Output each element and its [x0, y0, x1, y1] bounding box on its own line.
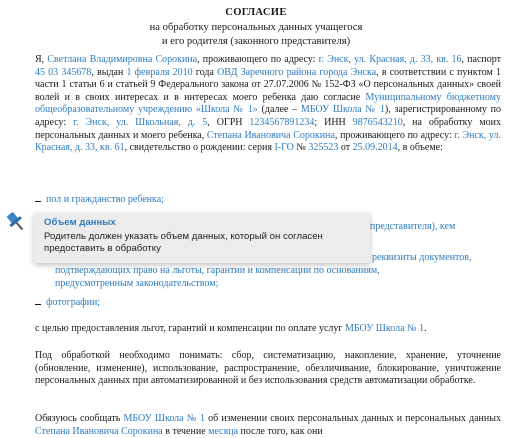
list-item-photos[interactable]: фотографии; [46, 297, 101, 308]
document-subtitle-line1: на обработку персональных данных учащегося [149, 22, 363, 33]
field-inn[interactable]: 9876543210 [352, 116, 403, 128]
field-cert-date[interactable]: 25.09.2014 [352, 142, 398, 154]
field-parent-address[interactable]: г. Энск, ул. Красная, д. 33, кв. 16 [318, 54, 462, 65]
field-child-name[interactable]: Степана Ивановича Сорокина [35, 425, 163, 437]
field-cert-number[interactable]: 325523 [308, 142, 339, 154]
pushpin-icon[interactable] [3, 209, 29, 235]
list-item-documents[interactable]: реквизиты документов, [372, 252, 472, 263]
document-subtitle-line2: и его родителя (законного представителя) [161, 36, 351, 47]
field-school-full[interactable]: Муниципальному бюджетному общеобразовательному учреждению «Школа № 1» [35, 91, 502, 116]
field-school-address[interactable]: г. Энск, ул. Школьная, д. 5 [73, 116, 208, 128]
field-parent-name[interactable]: Светлана Владимировна Сорокина [47, 54, 198, 65]
hint-tooltip [34, 213, 370, 263]
purpose-paragraph: с целью предоставления льгот, гарантий и компенсации по оплате услуг МБОУ Школа № 1. [35, 323, 427, 334]
obligation-paragraph: Обязуюсь сообщать МБОУ Школа № 1 об изменении своих персональных данных и персональных данных Степана Ивановича Сорокина в течение месяца после того, как они [35, 413, 501, 437]
list-bullet [35, 201, 41, 202]
field-child-address[interactable]: г. Энск, ул. Красная, д. 33, кв. 61 [35, 129, 501, 154]
list-item-benefits[interactable]: подтверждающих право на льготы, гарантии и компенсации по основаниям, [55, 265, 380, 276]
processing-paragraph: Под обработкой необходимо понимать: сбор, систематизацию, накопление, хранение, уточнение (обновление, изменение), использование, распространение, обезличивание, блокирование, уничтожение персональных данных при автоматизированной и без использования средств автоматизации обработке. [35, 350, 501, 387]
field-issue-date[interactable]: 1 февраля 2010 [126, 66, 193, 78]
consent-paragraph: Я, Светлана Владимировна Сорокина, проживающего по адресу: г. Энск, ул. Красная, д. 33, кв. 16, паспорт 45 03 345678, выдан 1 февраля 2010 года ОВД Заречного района города Энска, в соответствии с пунктом 1 части 1 статьи 6 и статьей 9 Федерального закона от 27.07.2006 № 152-ФЗ «О персональных данных» своей волей и в своих интересах и в интересах моего ребенка даю согласие Муниципальному бюджетному общеобразовательному учреждению «Школа № 1» (далее – МБОУ Школа № 1), зарегистрированному по адресу: г. Энск, ул. Школьная, д. 5, ОГРН 1234567891234; ИНН 9876543210, на обработку моих персональных данных и моего ребенка, Степана Ивановича Сорокина, проживающего по адресу: г. Энск, ул. Красная, д. 33, кв. 61, свидетельство о рождении: серия I-ГО № 325523 от 25.09.2014, в объеме: [35, 54, 502, 154]
list-item-legislation[interactable]: предусмотренным законодательством; [55, 278, 219, 289]
field-ogrn[interactable]: 1234567891234 [249, 116, 315, 128]
field-school-short[interactable]: МБОУ Школа № 1 [344, 323, 425, 334]
tooltip-body: Родитель должен указать объем данных, который он согласен предоставить в обработку [44, 231, 323, 255]
list-item-representative[interactable]: представителя), кем [370, 221, 456, 232]
field-issuer[interactable]: ОВД Заречного района города Энска [217, 66, 377, 78]
list-bullet [35, 304, 41, 305]
list-item-gender[interactable]: пол и гражданство ребенка; [46, 194, 164, 205]
field-period[interactable]: месяца [208, 425, 238, 437]
field-child-name[interactable]: Степана Ивановича Сорокина [206, 129, 335, 141]
field-cert-series[interactable]: I-ГО [274, 142, 294, 154]
document-title: СОГЛАСИЕ [225, 7, 287, 18]
field-school-short[interactable]: МБОУ Школа № 1 [123, 413, 206, 424]
tooltip-title: Объем данных [44, 217, 116, 228]
field-passport[interactable]: 45 03 345678 [35, 66, 92, 78]
field-school-short[interactable]: МБОУ Школа № 1 [300, 104, 385, 116]
